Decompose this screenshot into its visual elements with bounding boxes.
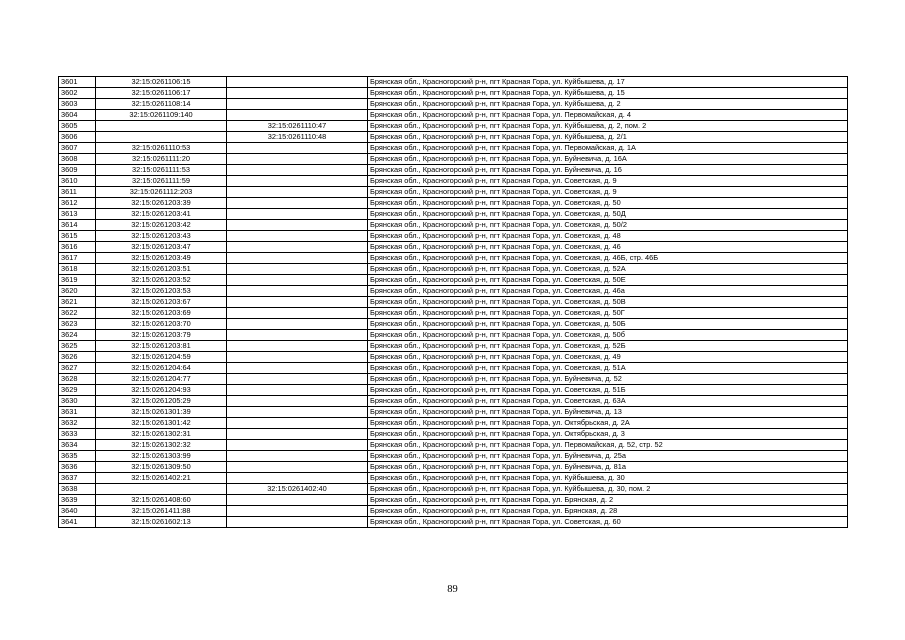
address-cell: Брянская обл., Красногорский р-н, пгт Красная Гора, ул. Буйневича, д. 16А	[368, 154, 848, 165]
address-cell: Брянская обл., Красногорский р-н, пгт Красная Гора, ул. Советская, д. 49	[368, 352, 848, 363]
table-row	[59, 231, 848, 242]
row-number-cell: 3630	[59, 396, 96, 407]
address-cell: Брянская обл., Красногорский р-н, пгт Красная Гора, ул. Советская, д. 50Г	[368, 308, 848, 319]
row-number-cell: 3631	[59, 407, 96, 418]
premise-cadastral-number-cell	[227, 363, 368, 374]
table-row	[59, 407, 848, 418]
premise-cadastral-number-cell	[227, 341, 368, 352]
cadastral-number-cell: 32:15:0261203:49	[96, 253, 227, 264]
row-number-cell: 3615	[59, 231, 96, 242]
cadastral-number-cell: 32:15:0261204:64	[96, 363, 227, 374]
premise-cadastral-number-cell	[227, 231, 368, 242]
cadastral-number-cell: 32:15:0261309:50	[96, 462, 227, 473]
table-row	[59, 286, 848, 297]
row-number-cell: 3612	[59, 198, 96, 209]
table-row	[59, 253, 848, 264]
address-cell: Брянская обл., Красногорский р-н, пгт Красная Гора, ул. Советская, д. 46	[368, 242, 848, 253]
address-cell: Брянская обл., Красногорский р-н, пгт Красная Гора, ул. Куйбышева, д. 15	[368, 88, 848, 99]
cadastral-number-cell	[96, 132, 227, 143]
premise-cadastral-number-cell	[227, 110, 368, 121]
table-row	[59, 363, 848, 374]
premise-cadastral-number-cell	[227, 165, 368, 176]
row-number-cell: 3616	[59, 242, 96, 253]
row-number-cell: 3626	[59, 352, 96, 363]
row-number-cell: 3638	[59, 484, 96, 495]
address-cell: Брянская обл., Красногорский р-н, пгт Красная Гора, ул. Советская, д. 46а	[368, 286, 848, 297]
row-number-cell: 3640	[59, 506, 96, 517]
cadastral-number-cell: 32:15:0261408:60	[96, 495, 227, 506]
address-cell: Брянская обл., Красногорский р-н, пгт Красная Гора, ул. Советская, д. 50Е	[368, 275, 848, 286]
premise-cadastral-number-cell	[227, 385, 368, 396]
address-cell: Брянская обл., Красногорский р-н, пгт Красная Гора, ул. Буйневича, д. 16	[368, 165, 848, 176]
row-number-cell: 3634	[59, 440, 96, 451]
address-cell: Брянская обл., Красногорский р-н, пгт Красная Гора, ул. Советская, д. 50	[368, 198, 848, 209]
table-row	[59, 154, 848, 165]
cadastral-number-cell: 32:15:0261203:67	[96, 297, 227, 308]
row-number-cell: 3613	[59, 209, 96, 220]
table-row	[59, 341, 848, 352]
table-row	[59, 88, 848, 99]
cadastral-number-cell: 32:15:0261111:59	[96, 176, 227, 187]
address-cell: Брянская обл., Красногорский р-н, пгт Красная Гора, ул. Советская, д. 50/2	[368, 220, 848, 231]
cadastral-number-cell	[96, 121, 227, 132]
row-number-cell: 3608	[59, 154, 96, 165]
cadastral-number-cell: 32:15:0261411:88	[96, 506, 227, 517]
row-number-cell: 3611	[59, 187, 96, 198]
cadastral-number-cell: 32:15:0261204:93	[96, 385, 227, 396]
table-row	[59, 110, 848, 121]
address-cell: Брянская обл., Красногорский р-н, пгт Красная Гора, ул. Буйневича, д. 81а	[368, 462, 848, 473]
cadastral-number-cell: 32:15:0261301:39	[96, 407, 227, 418]
address-cell: Брянская обл., Красногорский р-н, пгт Красная Гора, ул. Куйбышева, д. 2	[368, 99, 848, 110]
cadastral-number-cell	[96, 484, 227, 495]
premise-cadastral-number-cell	[227, 308, 368, 319]
premise-cadastral-number-cell	[227, 330, 368, 341]
address-cell: Брянская обл., Красногорский р-н, пгт Красная Гора, ул. Советская, д. 9	[368, 187, 848, 198]
premise-cadastral-number-cell	[227, 198, 368, 209]
row-number-cell: 3641	[59, 517, 96, 528]
row-number-cell: 3622	[59, 308, 96, 319]
premise-cadastral-number-cell	[227, 154, 368, 165]
cadastral-number-cell: 32:15:0261203:70	[96, 319, 227, 330]
address-cell: Брянская обл., Красногорский р-н, пгт Красная Гора, ул. Советская, д. 50б	[368, 330, 848, 341]
cadastral-number-cell: 32:15:0261106:15	[96, 77, 227, 88]
row-number-cell: 3624	[59, 330, 96, 341]
cadastral-number-cell: 32:15:0261203:47	[96, 242, 227, 253]
address-cell: Брянская обл., Красногорский р-н, пгт Красная Гора, ул. Первомайская, д. 4	[368, 110, 848, 121]
address-cell: Брянская обл., Красногорский р-н, пгт Красная Гора, ул. Первомайская, д. 52, стр. 52	[368, 440, 848, 451]
address-cell: Брянская обл., Красногорский р-н, пгт Красная Гора, ул. Советская, д. 46Б, стр. 46Б	[368, 253, 848, 264]
table-row	[59, 473, 848, 484]
premise-cadastral-number-cell	[227, 88, 368, 99]
address-cell: Брянская обл., Красногорский р-н, пгт Красная Гора, ул. Куйбышева, д. 2, пом. 2	[368, 121, 848, 132]
cadastral-number-cell: 32:15:0261205:29	[96, 396, 227, 407]
premise-cadastral-number-cell	[227, 418, 368, 429]
cadastral-number-cell: 32:15:0261301:42	[96, 418, 227, 429]
cadastral-number-cell: 32:15:0261203:81	[96, 341, 227, 352]
premise-cadastral-number-cell	[227, 374, 368, 385]
address-cell: Брянская обл., Красногорский р-н, пгт Красная Гора, ул. Куйбышева, д. 17	[368, 77, 848, 88]
table-row	[59, 517, 848, 528]
table-row	[59, 275, 848, 286]
address-cell: Брянская обл., Красногорский р-н, пгт Красная Гора, ул. Советская, д. 52Б	[368, 341, 848, 352]
premise-cadastral-number-cell	[227, 506, 368, 517]
address-cell: Брянская обл., Красногорский р-н, пгт Красная Гора, ул. Советская, д. 9	[368, 176, 848, 187]
cadastral-number-cell: 32:15:0261602:13	[96, 517, 227, 528]
row-number-cell: 3607	[59, 143, 96, 154]
address-cell: Брянская обл., Красногорский р-н, пгт Красная Гора, ул. Советская, д. 52А	[368, 264, 848, 275]
address-cell: Брянская обл., Красногорский р-н, пгт Красная Гора, ул. Советская, д. 50В	[368, 297, 848, 308]
premise-cadastral-number-cell	[227, 517, 368, 528]
row-number-cell: 3637	[59, 473, 96, 484]
premise-cadastral-number-cell	[227, 220, 368, 231]
row-number-cell: 3602	[59, 88, 96, 99]
premise-cadastral-number-cell	[227, 77, 368, 88]
cadastral-number-cell: 32:15:0261204:77	[96, 374, 227, 385]
row-number-cell: 3623	[59, 319, 96, 330]
row-number-cell: 3621	[59, 297, 96, 308]
row-number-cell: 3610	[59, 176, 96, 187]
cadastral-number-cell: 32:15:0261203:52	[96, 275, 227, 286]
address-cell: Брянская обл., Красногорский р-н, пгт Красная Гора, ул. Советская, д. 50Б	[368, 319, 848, 330]
premise-cadastral-number-cell	[227, 407, 368, 418]
row-number-cell: 3604	[59, 110, 96, 121]
table-row	[59, 374, 848, 385]
address-cell: Брянская обл., Красногорский р-н, пгт Красная Гора, ул. Первомайская, д. 1А	[368, 143, 848, 154]
table-row	[59, 176, 848, 187]
address-cell: Брянская обл., Красногорский р-н, пгт Красная Гора, ул. Советская, д. 51А	[368, 363, 848, 374]
premise-cadastral-number-cell: 32:15:0261110:48	[227, 132, 368, 143]
cadastral-number-cell: 32:15:0261110:53	[96, 143, 227, 154]
row-number-cell: 3620	[59, 286, 96, 297]
table-row	[59, 264, 848, 275]
cadastral-number-cell: 32:15:0261303:99	[96, 451, 227, 462]
cadastral-number-cell: 32:15:0261203:43	[96, 231, 227, 242]
table-row	[59, 451, 848, 462]
address-cell: Брянская обл., Красногорский р-н, пгт Красная Гора, ул. Советская, д. 50Д	[368, 209, 848, 220]
address-cell: Брянская обл., Красногорский р-н, пгт Красная Гора, ул. Октябрьская, д. 2А	[368, 418, 848, 429]
row-number-cell: 3633	[59, 429, 96, 440]
table-row	[59, 143, 848, 154]
registry-table-body	[59, 77, 848, 528]
table-row	[59, 242, 848, 253]
premise-cadastral-number-cell: 32:15:0261110:47	[227, 121, 368, 132]
address-cell: Брянская обл., Красногорский р-н, пгт Красная Гора, ул. Буйневича, д. 52	[368, 374, 848, 385]
row-number-cell: 3635	[59, 451, 96, 462]
premise-cadastral-number-cell	[227, 495, 368, 506]
address-cell: Брянская обл., Красногорский р-н, пгт Красная Гора, ул. Куйбышева, д. 2/1	[368, 132, 848, 143]
cadastral-number-cell: 32:15:0261112:203	[96, 187, 227, 198]
row-number-cell: 3619	[59, 275, 96, 286]
address-cell: Брянская обл., Красногорский р-н, пгт Красная Гора, ул. Октябрьская, д. 3	[368, 429, 848, 440]
row-number-cell: 3618	[59, 264, 96, 275]
cadastral-number-cell: 32:15:0261203:51	[96, 264, 227, 275]
table-row	[59, 429, 848, 440]
table-row	[59, 385, 848, 396]
premise-cadastral-number-cell	[227, 264, 368, 275]
row-number-cell: 3625	[59, 341, 96, 352]
address-cell: Брянская обл., Красногорский р-н, пгт Красная Гора, ул. Советская, д. 48	[368, 231, 848, 242]
table-row	[59, 462, 848, 473]
row-number-cell: 3603	[59, 99, 96, 110]
premise-cadastral-number-cell	[227, 396, 368, 407]
cadastral-number-cell: 32:15:0261203:53	[96, 286, 227, 297]
address-cell: Брянская обл., Красногорский р-н, пгт Красная Гора, ул. Буйневича, д. 13	[368, 407, 848, 418]
premise-cadastral-number-cell	[227, 451, 368, 462]
cadastral-number-cell: 32:15:0261203:69	[96, 308, 227, 319]
table-row	[59, 77, 848, 88]
address-cell: Брянская обл., Красногорский р-н, пгт Красная Гора, ул. Куйбышева, д. 30	[368, 473, 848, 484]
table-row	[59, 319, 848, 330]
cadastral-number-cell: 32:15:0261203:42	[96, 220, 227, 231]
premise-cadastral-number-cell	[227, 297, 368, 308]
table-row	[59, 352, 848, 363]
premise-cadastral-number-cell	[227, 253, 368, 264]
table-row	[59, 396, 848, 407]
premise-cadastral-number-cell	[227, 242, 368, 253]
page-number: 89	[447, 584, 458, 595]
cadastral-number-cell: 32:15:0261203:79	[96, 330, 227, 341]
address-cell: Брянская обл., Красногорский р-н, пгт Красная Гора, ул. Брянская, д. 2	[368, 495, 848, 506]
cadastral-number-cell: 32:15:0261111:20	[96, 154, 227, 165]
table-row	[59, 187, 848, 198]
premise-cadastral-number-cell	[227, 429, 368, 440]
premise-cadastral-number-cell	[227, 176, 368, 187]
cadastral-number-cell: 32:15:0261203:41	[96, 209, 227, 220]
cadastral-number-cell: 32:15:0261302:31	[96, 429, 227, 440]
cadastral-number-cell: 32:15:0261302:32	[96, 440, 227, 451]
row-number-cell: 3614	[59, 220, 96, 231]
table-row	[59, 165, 848, 176]
premise-cadastral-number-cell	[227, 352, 368, 363]
row-number-cell: 3629	[59, 385, 96, 396]
address-cell: Брянская обл., Красногорский р-н, пгт Красная Гора, ул. Советская, д. 63А	[368, 396, 848, 407]
table-row	[59, 132, 848, 143]
address-cell: Брянская обл., Красногорский р-н, пгт Красная Гора, ул. Куйбышева, д. 30, пом. 2	[368, 484, 848, 495]
cadastral-number-cell: 32:15:0261108:14	[96, 99, 227, 110]
table-row	[59, 308, 848, 319]
row-number-cell: 3609	[59, 165, 96, 176]
premise-cadastral-number-cell	[227, 143, 368, 154]
table-row	[59, 495, 848, 506]
cadastral-number-cell: 32:15:0261402:21	[96, 473, 227, 484]
row-number-cell: 3632	[59, 418, 96, 429]
premise-cadastral-number-cell	[227, 187, 368, 198]
row-number-cell: 3639	[59, 495, 96, 506]
premise-cadastral-number-cell	[227, 462, 368, 473]
table-row	[59, 297, 848, 308]
premise-cadastral-number-cell	[227, 440, 368, 451]
table-row	[59, 418, 848, 429]
row-number-cell: 3627	[59, 363, 96, 374]
table-row	[59, 99, 848, 110]
table-row	[59, 506, 848, 517]
premise-cadastral-number-cell	[227, 275, 368, 286]
premise-cadastral-number-cell	[227, 209, 368, 220]
cadastral-number-cell: 32:15:0261204:59	[96, 352, 227, 363]
table-row	[59, 440, 848, 451]
address-cell: Брянская обл., Красногорский р-н, пгт Красная Гора, ул. Советская, д. 51Б	[368, 385, 848, 396]
row-number-cell: 3617	[59, 253, 96, 264]
premise-cadastral-number-cell	[227, 319, 368, 330]
address-cell: Брянская обл., Красногорский р-н, пгт Красная Гора, ул. Брянская, д. 28	[368, 506, 848, 517]
address-cell: Брянская обл., Красногорский р-н, пгт Красная Гора, ул. Советская, д. 60	[368, 517, 848, 528]
row-number-cell: 3601	[59, 77, 96, 88]
cadastral-number-cell: 32:15:0261111:53	[96, 165, 227, 176]
cadastral-number-cell: 32:15:0261203:39	[96, 198, 227, 209]
premise-cadastral-number-cell	[227, 473, 368, 484]
row-number-cell: 3606	[59, 132, 96, 143]
table-row	[59, 121, 848, 132]
row-number-cell: 3605	[59, 121, 96, 132]
table-row	[59, 484, 848, 495]
row-number-cell: 3636	[59, 462, 96, 473]
table-row	[59, 209, 848, 220]
property-registry-table	[58, 76, 848, 528]
cadastral-number-cell: 32:15:0261109:140	[96, 110, 227, 121]
premise-cadastral-number-cell: 32:15:0261402:40	[227, 484, 368, 495]
table-row	[59, 198, 848, 209]
cadastral-number-cell: 32:15:0261106:17	[96, 88, 227, 99]
row-number-cell: 3628	[59, 374, 96, 385]
premise-cadastral-number-cell	[227, 99, 368, 110]
table-row	[59, 220, 848, 231]
table-row	[59, 330, 848, 341]
premise-cadastral-number-cell	[227, 286, 368, 297]
address-cell: Брянская обл., Красногорский р-н, пгт Красная Гора, ул. Буйневича, д. 25а	[368, 451, 848, 462]
